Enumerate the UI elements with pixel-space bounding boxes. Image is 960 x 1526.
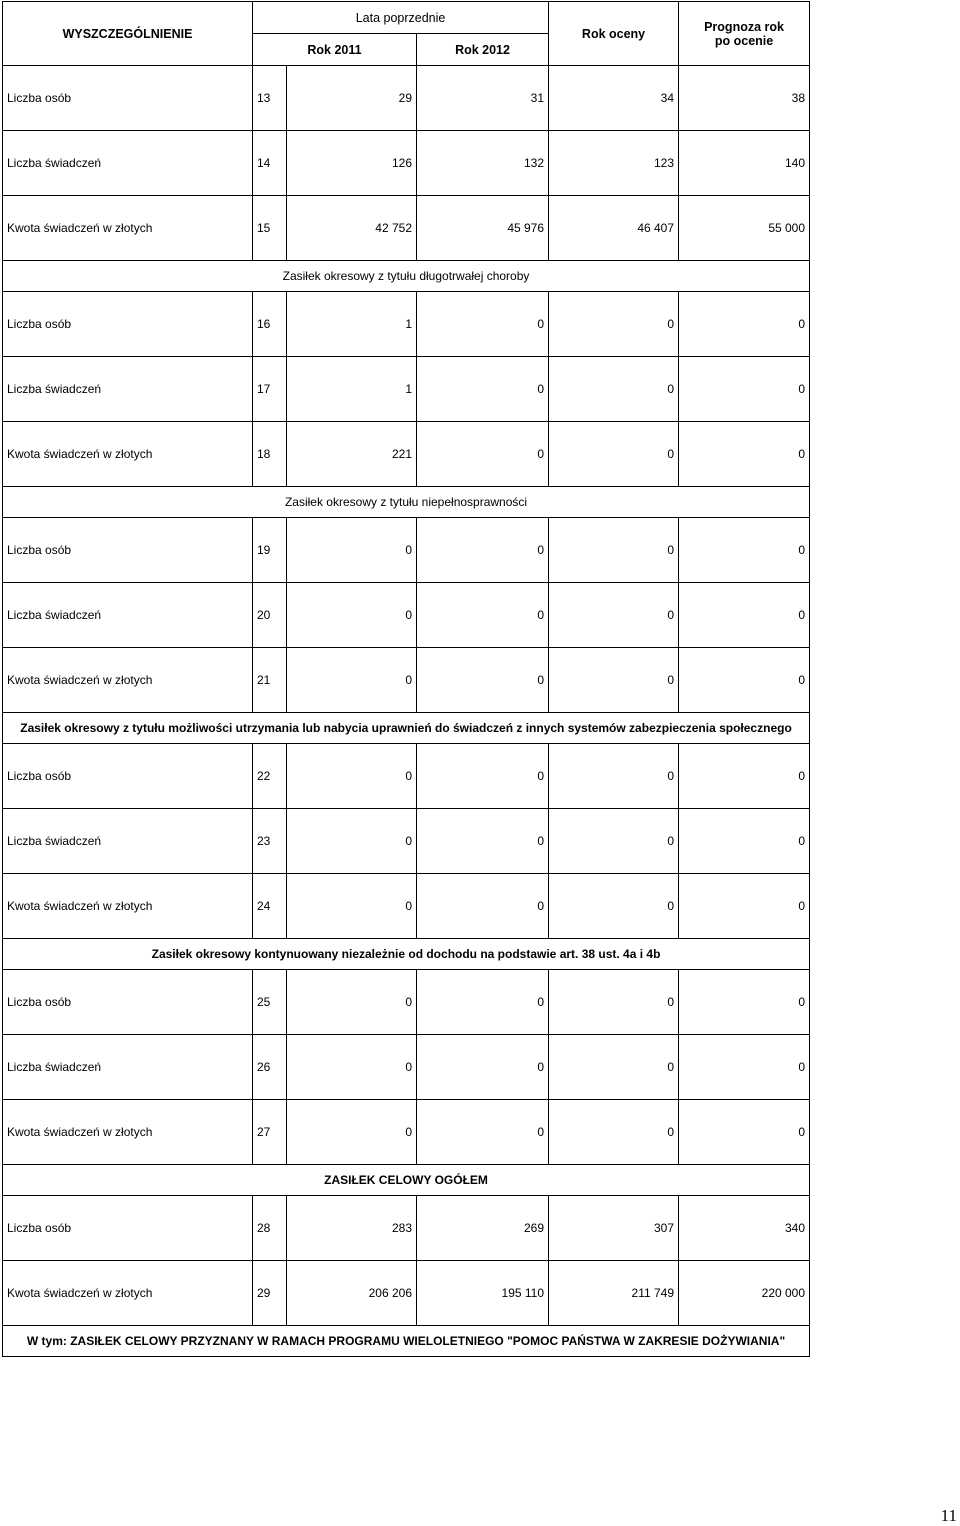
value-2012: 0 — [417, 1100, 549, 1165]
page-number: 11 — [940, 1506, 957, 1525]
row-number: 27 — [253, 1100, 287, 1165]
value-forecast: 0 — [679, 648, 810, 713]
header-forecast-line1: Prognoza rok — [704, 19, 784, 34]
header-forecast-line2: po ocenie — [714, 33, 774, 48]
table-row — [3, 1100, 810, 1165]
section-row — [3, 713, 810, 744]
value-2011: 0 — [287, 518, 417, 583]
value-2011: 0 — [287, 874, 417, 939]
value-forecast: 0 — [679, 874, 810, 939]
value-eval-year: 0 — [549, 422, 679, 487]
row-label: Liczba świadczeń — [3, 131, 253, 196]
value-2011: 0 — [287, 648, 417, 713]
value-2012: 0 — [417, 970, 549, 1035]
row-label: Liczba osób — [3, 970, 253, 1035]
value-eval-year: 46 407 — [549, 196, 679, 261]
row-number: 26 — [253, 1035, 287, 1100]
row-number: 20 — [253, 583, 287, 648]
value-forecast: 0 — [679, 518, 810, 583]
value-eval-year: 0 — [549, 970, 679, 1035]
value-forecast: 55 000 — [679, 196, 810, 261]
header-spec: WYSZCZEGÓLNIENIE — [3, 2, 253, 66]
value-eval-year: 0 — [549, 648, 679, 713]
row-number: 15 — [253, 196, 287, 261]
value-eval-year: 0 — [549, 1100, 679, 1165]
value-forecast: 0 — [679, 292, 810, 357]
row-label: Liczba świadczeń — [3, 1035, 253, 1100]
row-number: 23 — [253, 809, 287, 874]
value-eval-year: 34 — [549, 66, 679, 131]
row-number: 29 — [253, 1261, 287, 1326]
table-row — [3, 292, 810, 357]
header-forecast — [679, 2, 810, 66]
row-label: Kwota świadczeń w złotych — [3, 1261, 253, 1326]
row-number: 21 — [253, 648, 287, 713]
section-title: Zasiłek okresowy z tytułu niepełnosprawności — [3, 487, 810, 518]
table-row — [3, 357, 810, 422]
value-forecast: 0 — [679, 1100, 810, 1165]
row-number: 18 — [253, 422, 287, 487]
value-2011: 0 — [287, 744, 417, 809]
value-2011: 0 — [287, 970, 417, 1035]
row-label: Liczba świadczeń — [3, 809, 253, 874]
value-2012: 0 — [417, 1035, 549, 1100]
row-label: Liczba osób — [3, 518, 253, 583]
value-eval-year: 0 — [549, 809, 679, 874]
report-table — [2, 1, 810, 1357]
row-number: 14 — [253, 131, 287, 196]
header-prev-years: Lata poprzednie — [253, 2, 549, 34]
value-eval-year: 0 — [549, 744, 679, 809]
value-2012: 0 — [417, 809, 549, 874]
value-2012: 0 — [417, 744, 549, 809]
table-row — [3, 518, 810, 583]
section-row — [3, 487, 810, 518]
section-row — [3, 261, 810, 292]
value-forecast: 140 — [679, 131, 810, 196]
table-header — [3, 2, 810, 66]
value-forecast: 0 — [679, 357, 810, 422]
value-2011: 0 — [287, 1100, 417, 1165]
table-row — [3, 1261, 810, 1326]
header-year-2011: Rok 2011 — [253, 34, 417, 66]
section-title: Zasiłek okresowy z tytułu długotrwałej choroby — [3, 261, 810, 292]
table-row — [3, 1196, 810, 1261]
section-row — [3, 1165, 810, 1196]
value-forecast: 0 — [679, 583, 810, 648]
header-eval-year: Rok oceny — [549, 2, 679, 66]
value-2011: 0 — [287, 1035, 417, 1100]
value-eval-year: 307 — [549, 1196, 679, 1261]
value-2012: 0 — [417, 422, 549, 487]
row-label: Liczba świadczeń — [3, 583, 253, 648]
value-2012: 0 — [417, 648, 549, 713]
value-2012: 0 — [417, 874, 549, 939]
row-number: 16 — [253, 292, 287, 357]
value-2011: 1 — [287, 357, 417, 422]
section-title: W tym: ZASIŁEK CELOWY PRZYZNANY W RAMACH PROGRAMU WIELOLETNIEGO "POMOC PAŃSTWA W ZAKRESIE DOŻYWIANIA" — [3, 1326, 810, 1357]
value-2012: 0 — [417, 583, 549, 648]
row-label: Kwota świadczeń w złotych — [3, 874, 253, 939]
value-2011: 126 — [287, 131, 417, 196]
value-2012: 0 — [417, 518, 549, 583]
value-forecast: 0 — [679, 809, 810, 874]
value-forecast: 340 — [679, 1196, 810, 1261]
row-number: 25 — [253, 970, 287, 1035]
table-row — [3, 66, 810, 131]
value-2012: 0 — [417, 292, 549, 357]
row-number: 17 — [253, 357, 287, 422]
table-row — [3, 196, 810, 261]
table-row — [3, 131, 810, 196]
table-body — [3, 66, 810, 1357]
value-forecast: 0 — [679, 422, 810, 487]
section-row — [3, 1326, 810, 1357]
section-title: Zasiłek okresowy kontynuowany niezależnie od dochodu na podstawie art. 38 ust. 4a i 4b — [3, 939, 810, 970]
value-2011: 221 — [287, 422, 417, 487]
table-row — [3, 744, 810, 809]
value-eval-year: 0 — [549, 292, 679, 357]
value-forecast: 220 000 — [679, 1261, 810, 1326]
value-2011: 206 206 — [287, 1261, 417, 1326]
section-title: Zasiłek okresowy z tytułu możliwości utrzymania lub nabycia uprawnień do świadczeń z innych systemów zabezpieczenia społecznego — [3, 713, 810, 744]
value-forecast: 0 — [679, 744, 810, 809]
row-label: Kwota świadczeń w złotych — [3, 648, 253, 713]
value-2012: 195 110 — [417, 1261, 549, 1326]
row-number: 24 — [253, 874, 287, 939]
value-2011: 42 752 — [287, 196, 417, 261]
value-2011: 1 — [287, 292, 417, 357]
value-eval-year: 0 — [549, 518, 679, 583]
value-2012: 132 — [417, 131, 549, 196]
section-title: ZASIŁEK CELOWY OGÓŁEM — [3, 1165, 810, 1196]
row-label: Liczba osób — [3, 66, 253, 131]
value-2012: 45 976 — [417, 196, 549, 261]
table-row — [3, 422, 810, 487]
value-forecast: 0 — [679, 1035, 810, 1100]
row-label: Kwota świadczeń w złotych — [3, 422, 253, 487]
value-eval-year: 123 — [549, 131, 679, 196]
row-label: Liczba świadczeń — [3, 357, 253, 422]
row-label: Kwota świadczeń w złotych — [3, 196, 253, 261]
table-row — [3, 648, 810, 713]
section-row — [3, 939, 810, 970]
row-label: Liczba osób — [3, 292, 253, 357]
row-label: Liczba osób — [3, 1196, 253, 1261]
value-eval-year: 0 — [549, 583, 679, 648]
row-number: 22 — [253, 744, 287, 809]
value-forecast: 38 — [679, 66, 810, 131]
header-year-2012: Rok 2012 — [417, 34, 549, 66]
row-number: 19 — [253, 518, 287, 583]
value-2011: 283 — [287, 1196, 417, 1261]
value-eval-year: 0 — [549, 874, 679, 939]
table-row — [3, 583, 810, 648]
value-2012: 269 — [417, 1196, 549, 1261]
row-label: Kwota świadczeń w złotych — [3, 1100, 253, 1165]
table-row — [3, 970, 810, 1035]
value-2012: 0 — [417, 357, 549, 422]
row-label: Liczba osób — [3, 744, 253, 809]
value-2011: 29 — [287, 66, 417, 131]
value-eval-year: 0 — [549, 357, 679, 422]
row-number: 28 — [253, 1196, 287, 1261]
value-eval-year: 0 — [549, 1035, 679, 1100]
table-row — [3, 809, 810, 874]
table-row — [3, 874, 810, 939]
value-forecast: 0 — [679, 970, 810, 1035]
table-row — [3, 1035, 810, 1100]
value-2011: 0 — [287, 583, 417, 648]
row-number: 13 — [253, 66, 287, 131]
value-2012: 31 — [417, 66, 549, 131]
value-eval-year: 211 749 — [549, 1261, 679, 1326]
value-2011: 0 — [287, 809, 417, 874]
